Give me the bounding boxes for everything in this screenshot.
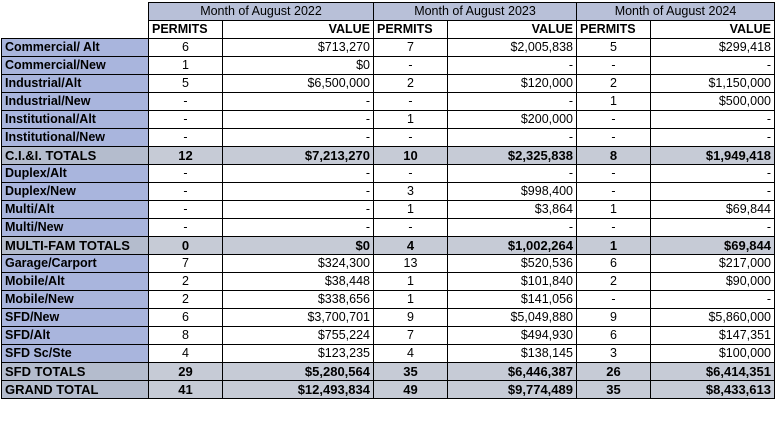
permits-cell: - [149, 129, 223, 147]
value-cell: $0 [223, 57, 374, 75]
permits-cell: 9 [374, 309, 448, 327]
table-row [2, 75, 775, 93]
value-header: VALUE [651, 21, 775, 39]
value-cell: $6,500,000 [223, 75, 374, 93]
corner-cell [2, 3, 149, 21]
value-cell: - [448, 129, 577, 147]
permits-cell: 1 [577, 93, 651, 111]
value-cell: - [651, 57, 775, 75]
permits-cell: 6 [577, 327, 651, 345]
permits-cell: 1 [374, 291, 448, 309]
permits-cell: 2 [374, 75, 448, 93]
value-cell: - [651, 291, 775, 309]
value-cell: - [223, 93, 374, 111]
permits-cell: 10 [374, 147, 448, 165]
column-header-row [2, 21, 775, 39]
permits-cell: - [149, 93, 223, 111]
row-label: Commercial/New [2, 57, 149, 75]
permits-header: PERMITS [577, 21, 651, 39]
row-label: MULTI-FAM TOTALS [2, 237, 149, 255]
permits-cell: 13 [374, 255, 448, 273]
permits-table [1, 2, 775, 399]
value-cell: - [651, 165, 775, 183]
period-header-2023: Month of August 2023 [374, 3, 577, 21]
value-cell: - [223, 165, 374, 183]
permits-cell: 6 [149, 39, 223, 57]
value-cell: $1,150,000 [651, 75, 775, 93]
permits-cell: - [577, 183, 651, 201]
permits-cell: 8 [149, 327, 223, 345]
permits-cell: - [149, 201, 223, 219]
permits-cell: - [149, 165, 223, 183]
permits-cell: 4 [374, 237, 448, 255]
permits-cell: 7 [374, 327, 448, 345]
table-row [2, 129, 775, 147]
value-cell: $2,325,838 [448, 147, 577, 165]
value-cell: - [223, 183, 374, 201]
permits-cell: 35 [374, 363, 448, 381]
totals-row [2, 237, 775, 255]
period-header-2022: Month of August 2022 [149, 3, 374, 21]
permits-cell: 8 [577, 147, 651, 165]
value-cell: $69,844 [651, 201, 775, 219]
corner-cell [2, 21, 149, 39]
table-row [2, 219, 775, 237]
row-label: Garage/Carport [2, 255, 149, 273]
value-cell: - [651, 219, 775, 237]
permits-cell: 26 [577, 363, 651, 381]
value-cell: $520,536 [448, 255, 577, 273]
row-label: Multi/Alt [2, 201, 149, 219]
value-cell: $6,414,351 [651, 363, 775, 381]
value-cell: $5,860,000 [651, 309, 775, 327]
permits-cell: - [577, 291, 651, 309]
permits-cell: 4 [149, 345, 223, 363]
value-cell: $2,005,838 [448, 39, 577, 57]
permits-cell: 5 [149, 75, 223, 93]
value-cell: - [651, 111, 775, 129]
table-row [2, 273, 775, 291]
permits-cell: 2 [577, 75, 651, 93]
value-cell: $5,280,564 [223, 363, 374, 381]
row-label: Industrial/New [2, 93, 149, 111]
permits-cell: 1 [374, 273, 448, 291]
value-cell: - [448, 57, 577, 75]
value-cell: - [448, 219, 577, 237]
value-cell: - [223, 201, 374, 219]
permits-cell: 9 [577, 309, 651, 327]
value-cell: $6,446,387 [448, 363, 577, 381]
permits-cell: 0 [149, 237, 223, 255]
permits-cell: - [149, 111, 223, 129]
permits-cell: 2 [149, 291, 223, 309]
permits-cell: - [374, 93, 448, 111]
row-label: SFD Sc/Ste [2, 345, 149, 363]
value-cell: $1,002,264 [448, 237, 577, 255]
value-cell: $9,774,489 [448, 381, 577, 399]
permits-cell: 12 [149, 147, 223, 165]
permits-cell: 2 [577, 273, 651, 291]
value-cell: $138,145 [448, 345, 577, 363]
permits-cell: 1 [149, 57, 223, 75]
table-row [2, 93, 775, 111]
value-cell: $200,000 [448, 111, 577, 129]
value-cell: - [223, 129, 374, 147]
permits-cell: - [577, 129, 651, 147]
value-cell: $494,930 [448, 327, 577, 345]
value-cell: - [448, 93, 577, 111]
permits-cell: - [577, 111, 651, 129]
table-row [2, 39, 775, 57]
period-header-row [2, 3, 775, 21]
value-cell: $1,949,418 [651, 147, 775, 165]
value-cell: $713,270 [223, 39, 374, 57]
value-cell: $3,864 [448, 201, 577, 219]
row-label: Duplex/Alt [2, 165, 149, 183]
table-row [2, 165, 775, 183]
permits-header: PERMITS [149, 21, 223, 39]
value-cell: $8,433,613 [651, 381, 775, 399]
value-cell: - [223, 219, 374, 237]
permits-cell: - [149, 183, 223, 201]
table-row [2, 291, 775, 309]
permits-cell: 29 [149, 363, 223, 381]
permits-cell: - [374, 219, 448, 237]
table-row [2, 327, 775, 345]
row-label: Mobile/Alt [2, 273, 149, 291]
value-cell: $100,000 [651, 345, 775, 363]
row-label: Duplex/New [2, 183, 149, 201]
table-row [2, 309, 775, 327]
permits-cell: 7 [374, 39, 448, 57]
permits-cell: 1 [374, 201, 448, 219]
permits-cell: 41 [149, 381, 223, 399]
value-header: VALUE [223, 21, 374, 39]
value-cell: $12,493,834 [223, 381, 374, 399]
permits-cell: - [577, 165, 651, 183]
permits-cell: - [149, 219, 223, 237]
value-cell: $3,700,701 [223, 309, 374, 327]
table-row [2, 183, 775, 201]
value-cell: $101,840 [448, 273, 577, 291]
table-row [2, 201, 775, 219]
permits-cell: 6 [149, 309, 223, 327]
row-label: Commercial/ Alt [2, 39, 149, 57]
value-cell: $338,656 [223, 291, 374, 309]
permits-cell: - [374, 165, 448, 183]
value-cell: - [448, 165, 577, 183]
totals-row [2, 363, 775, 381]
permits-cell: - [374, 129, 448, 147]
row-label: GRAND TOTAL [2, 381, 149, 399]
value-cell: $90,000 [651, 273, 775, 291]
row-label: Industrial/Alt [2, 75, 149, 93]
row-label: Mobile/New [2, 291, 149, 309]
value-cell: - [651, 183, 775, 201]
value-cell: $998,400 [448, 183, 577, 201]
permits-cell: 4 [374, 345, 448, 363]
value-header: VALUE [448, 21, 577, 39]
value-cell: - [223, 111, 374, 129]
permits-cell: - [577, 219, 651, 237]
permits-cell: 5 [577, 39, 651, 57]
table-row [2, 255, 775, 273]
permits-cell: 1 [577, 237, 651, 255]
permits-cell: 6 [577, 255, 651, 273]
permits-cell: 3 [577, 345, 651, 363]
table-body [2, 39, 775, 399]
value-cell: $324,300 [223, 255, 374, 273]
table-row [2, 57, 775, 75]
value-cell: $147,351 [651, 327, 775, 345]
row-label: C.I.&I. TOTALS [2, 147, 149, 165]
permits-cell: 1 [577, 201, 651, 219]
value-cell: $5,049,880 [448, 309, 577, 327]
totals-row [2, 147, 775, 165]
permits-cell: 3 [374, 183, 448, 201]
row-label: SFD TOTALS [2, 363, 149, 381]
value-cell: - [651, 129, 775, 147]
row-label: SFD/New [2, 309, 149, 327]
value-cell: $755,224 [223, 327, 374, 345]
permits-cell: 7 [149, 255, 223, 273]
value-cell: $123,235 [223, 345, 374, 363]
row-label: Multi/New [2, 219, 149, 237]
value-cell: $500,000 [651, 93, 775, 111]
value-cell: $217,000 [651, 255, 775, 273]
value-cell: $0 [223, 237, 374, 255]
row-label: SFD/Alt [2, 327, 149, 345]
permits-cell: - [577, 57, 651, 75]
permits-cell: 1 [374, 111, 448, 129]
permits-cell: 49 [374, 381, 448, 399]
permits-cell: - [374, 57, 448, 75]
row-label: Institutional/Alt [2, 111, 149, 129]
row-label: Institutional/New [2, 129, 149, 147]
value-cell: $141,056 [448, 291, 577, 309]
permits-cell: 35 [577, 381, 651, 399]
permits-header: PERMITS [374, 21, 448, 39]
value-cell: $120,000 [448, 75, 577, 93]
value-cell: $299,418 [651, 39, 775, 57]
table-row [2, 111, 775, 129]
value-cell: $7,213,270 [223, 147, 374, 165]
table-row [2, 345, 775, 363]
permits-cell: 2 [149, 273, 223, 291]
value-cell: $69,844 [651, 237, 775, 255]
period-header-2024: Month of August 2024 [577, 3, 775, 21]
totals-row [2, 381, 775, 399]
value-cell: $38,448 [223, 273, 374, 291]
